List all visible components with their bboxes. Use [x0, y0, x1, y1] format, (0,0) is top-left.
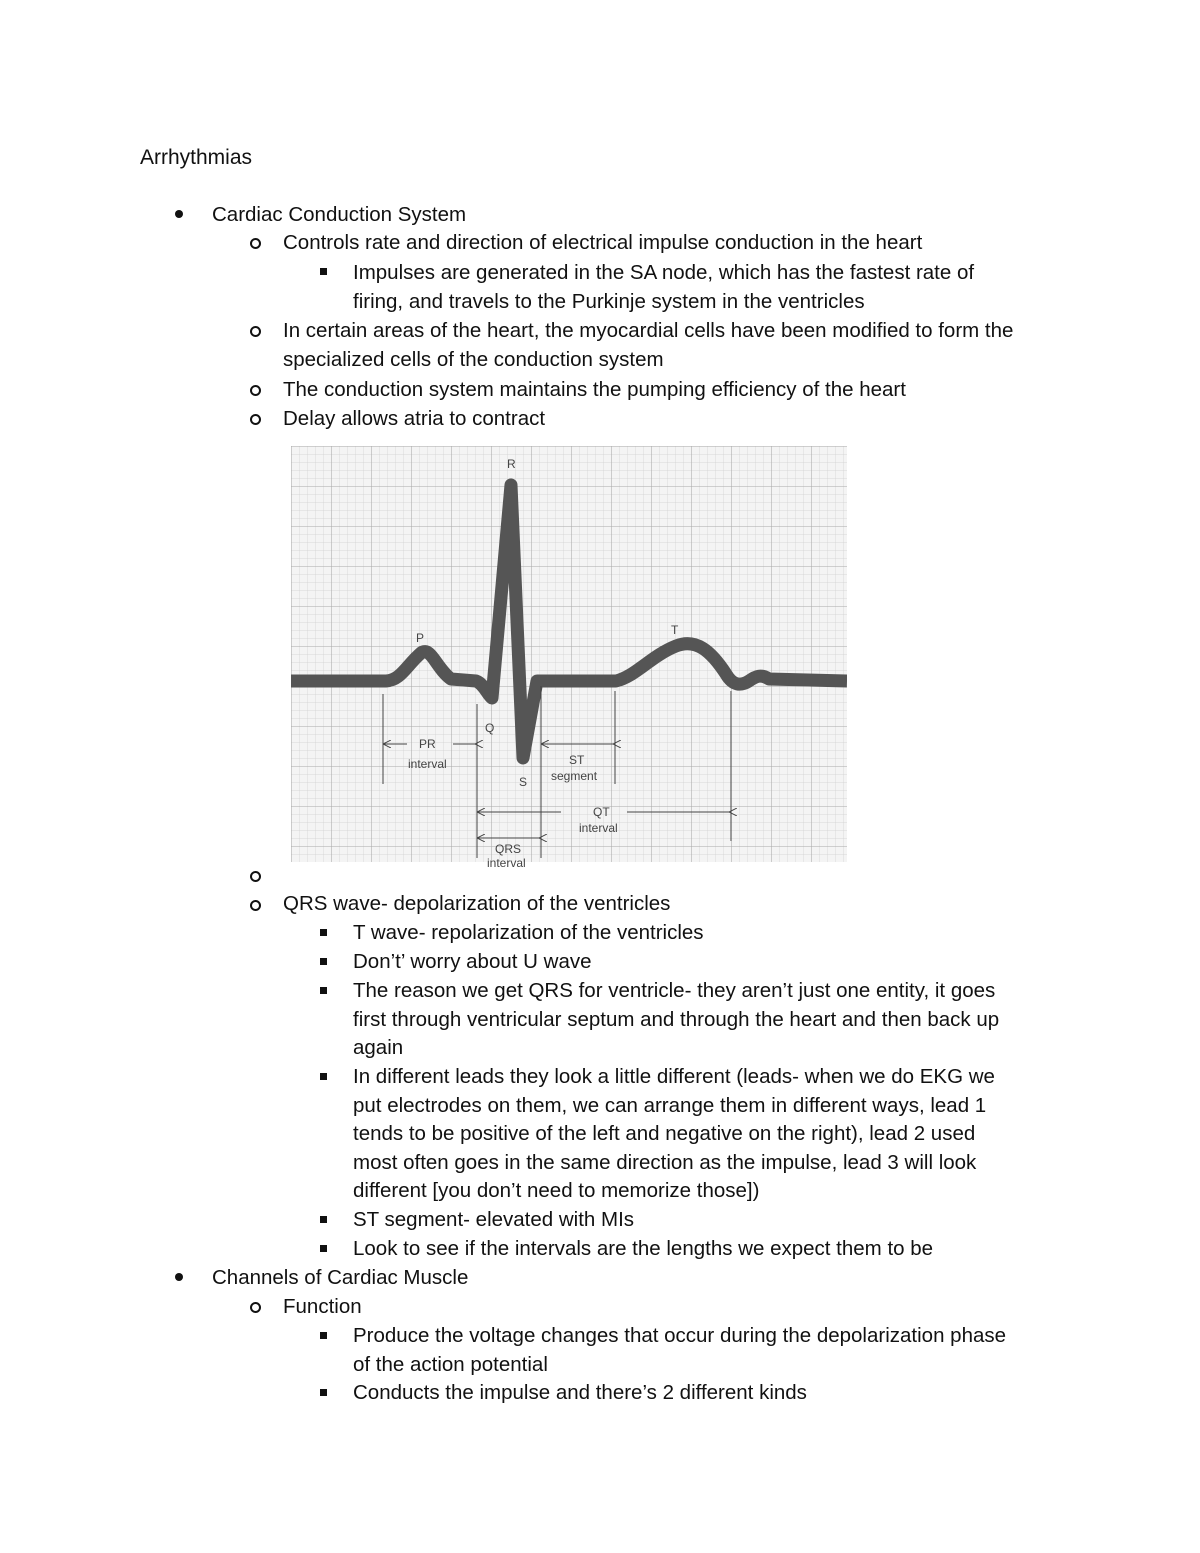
label-st-segment: segment [551, 769, 598, 783]
label-st: ST [569, 753, 585, 767]
list-item-continuation: first through ventricular septum and through the heart and then back up [353, 1008, 1000, 1031]
bullet-square [320, 1332, 327, 1339]
label-s: S [519, 775, 528, 789]
bullet-square [320, 929, 327, 936]
list-item-continuation: specialized cells of the conduction system [283, 348, 664, 371]
label-qt-interval: interval [579, 821, 618, 835]
list-item: Function [283, 1295, 362, 1318]
list-item: In different leads they look a little different (leads- when we do EKG we [353, 1065, 995, 1088]
bullet-square [320, 1245, 327, 1252]
bullet-square [320, 1389, 327, 1396]
bullet-disc [175, 210, 183, 218]
list-item: Produce the voltage changes that occur during the depolarization phase [353, 1324, 1007, 1347]
label-r: R [507, 457, 516, 471]
bullet-circle [250, 238, 261, 249]
label-t: T [671, 623, 679, 637]
page-title: Arrhythmias [140, 146, 253, 169]
list-item: Channels of Cardiac Muscle [212, 1266, 469, 1289]
list-item-continuation: tends to be positive of the left and negative on the right), lead 2 used [353, 1122, 976, 1145]
ecg-grid [291, 446, 847, 862]
list-item-continuation: put electrodes on them, we can arrange them in different ways, lead 1 [353, 1094, 987, 1117]
label-qrs: QRS [495, 842, 522, 856]
label-qt: QT [593, 805, 610, 819]
list-item: ST segment- elevated with MIs [353, 1208, 635, 1231]
list-item: Cardiac Conduction System [212, 203, 467, 226]
list-item-continuation: of the action potential [353, 1353, 548, 1376]
bullet-circle [250, 414, 261, 425]
list-item: Impulses are generated in the SA node, which has the fastest rate of [353, 261, 975, 284]
bullet-square [320, 958, 327, 965]
list-item-continuation: most often goes in the same direction as the impulse, lead 3 will look [353, 1151, 977, 1174]
list-item: T wave- repolarization of the ventricles [353, 921, 704, 944]
list-item: Conducts the impulse and there’s 2 different kinds [353, 1381, 807, 1404]
label-qrs-interval: interval [487, 856, 526, 870]
bullet-circle [250, 385, 261, 396]
list-item-continuation: different [you don’t need to memorize those]) [353, 1179, 760, 1202]
bullet-disc [175, 1273, 183, 1281]
list-item: In certain areas of the heart, the myocardial cells have been modified to form the [283, 319, 1014, 342]
list-item-continuation: firing, and travels to the Purkinje system in the ventricles [353, 290, 865, 313]
list-item: The conduction system maintains the pumping efficiency of the heart [283, 378, 906, 401]
list-item: QRS wave- depolarization of the ventricles [283, 892, 671, 915]
ecg-waveform-figure [291, 446, 847, 862]
bullet-circle [250, 1302, 261, 1313]
list-item: The reason we get QRS for ventricle- they aren’t just one entity, it goes [353, 979, 996, 1002]
label-q: Q [485, 721, 495, 735]
list-item: Controls rate and direction of electrical impulse conduction in the heart [283, 231, 923, 254]
label-pr: PR [419, 737, 436, 751]
list-item: Delay allows atria to contract [283, 407, 546, 430]
ecg-diagram [291, 446, 847, 862]
bullet-square [320, 268, 327, 275]
bullet-square [320, 1073, 327, 1080]
label-p: P [416, 631, 425, 645]
bullet-square [320, 1216, 327, 1223]
list-item-continuation: again [353, 1036, 404, 1059]
list-item: Look to see if the intervals are the lengths we expect them to be [353, 1237, 934, 1260]
bullet-square [320, 987, 327, 994]
bullet-circle [250, 900, 261, 911]
list-item: Don’t’ worry about U wave [353, 950, 592, 973]
bullet-circle [250, 871, 261, 882]
label-pr-interval: interval [408, 757, 447, 771]
bullet-circle [250, 326, 261, 337]
